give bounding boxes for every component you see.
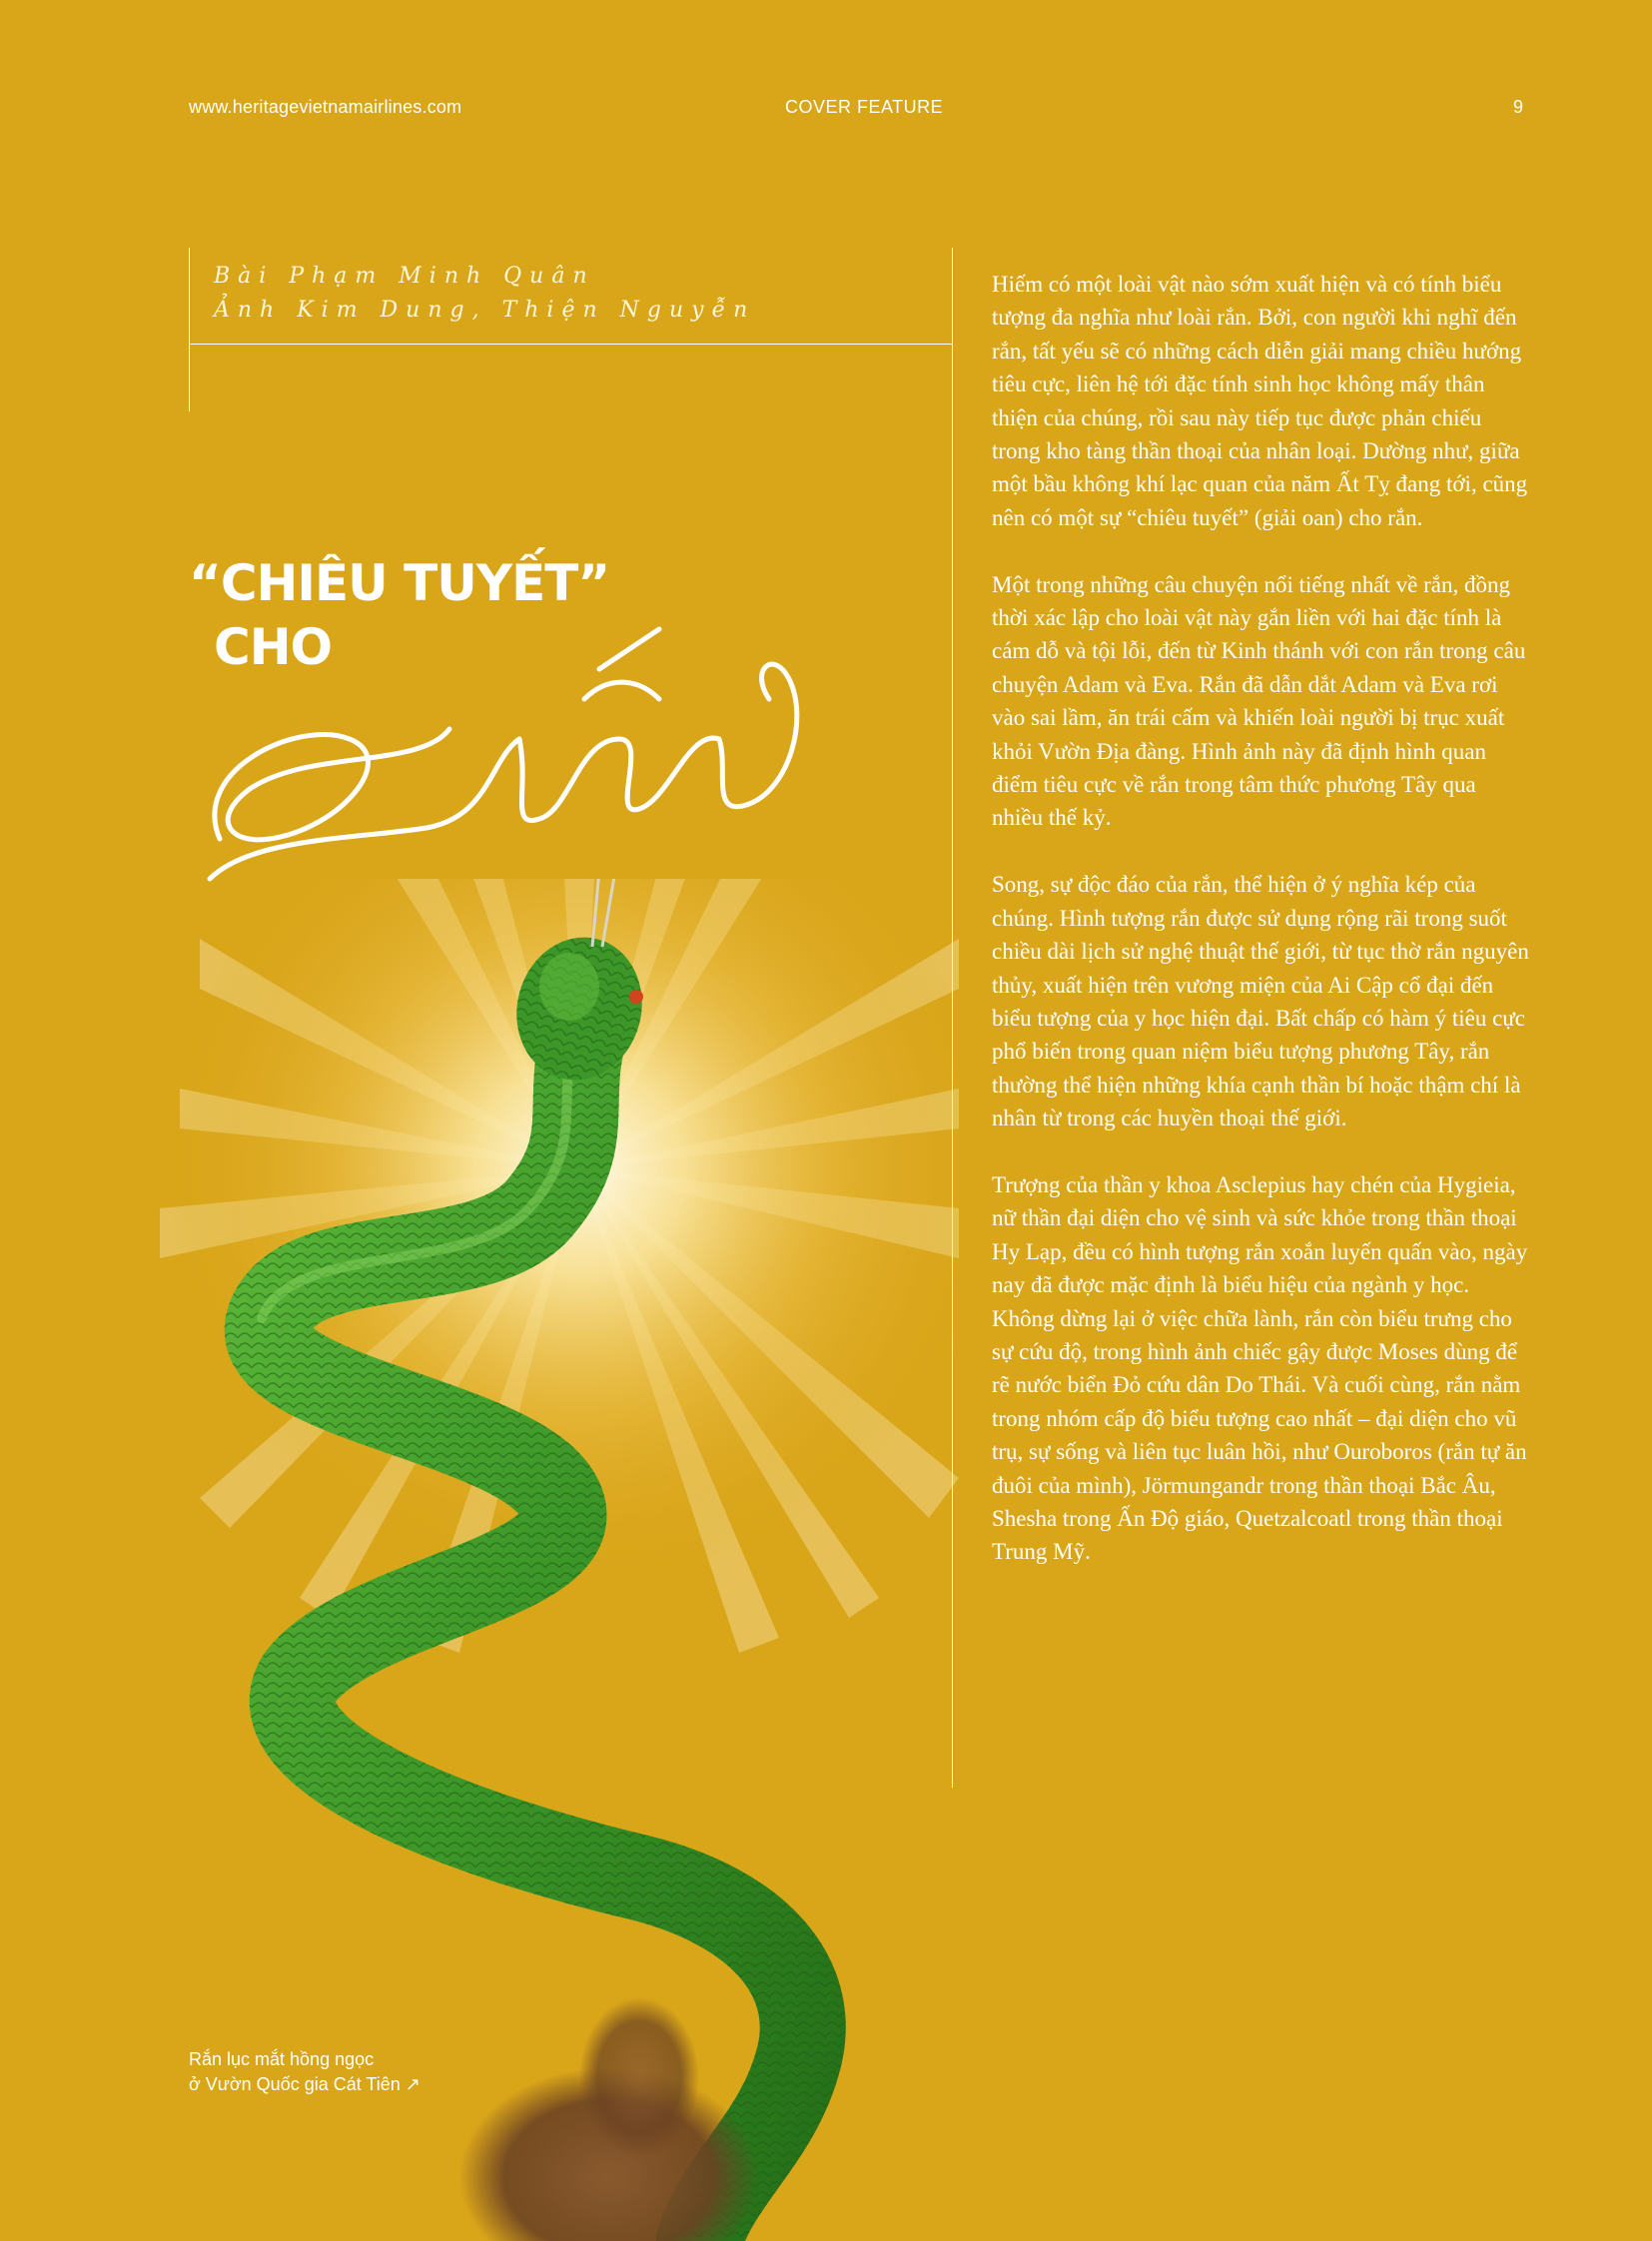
caption-line-2: ở Vườn Quốc gia Cát Tiên	[189, 2074, 401, 2094]
arrow-up-right-icon: ↗	[405, 2074, 420, 2094]
title-line-2: CHO	[214, 618, 333, 676]
site-url[interactable]: www.heritagevietnamairlines.com	[189, 97, 462, 117]
caption-line-2-wrap	[189, 2072, 420, 2097]
article-body	[992, 268, 1531, 1602]
byline-underline	[189, 344, 953, 345]
left-vertical-rule	[189, 248, 190, 411]
paragraph: Trượng của thần y khoa Asclepius hay chén của Hygieia, nữ thần đại diện cho vệ sinh và sức khỏe trong thần thoại Hy Lạp, đều có hình tượng rắn xoắn luyến quấn vào, ngày nay đã được mặc định là biểu hiệu của ngành y học. Không dừng lại ở việc chữa lành, rắn còn biểu trưng cho sự cứu độ, trong hình ảnh chiếc gậy được Moses dùng để rẽ nước biển Đỏ cứu dân Do Thái. Và cuối cùng, rắn nằm trong nhóm cấp độ biểu tượng cao nhất – đại diện cho vũ trụ, sự sống và liên tục luân hồi, như Ouroboros (rắn tự ăn đuôi của mình), Jörmungandr trong thần thoại Bắc Âu, Shesha trong Ấn Độ giáo, Quetzalcoatl trong thần thoại Trung Mỹ.	[992, 1171, 1528, 1565]
byline-photo: Ảnh Kim Dung, Thiện Nguyễn	[214, 298, 756, 323]
photo-caption	[189, 2047, 420, 2097]
page-number: 9	[1513, 97, 1524, 117]
script-title-ran	[190, 589, 889, 909]
snake-eye	[629, 990, 643, 1004]
section-label: COVER FEATURE	[785, 97, 944, 117]
paragraph: Một trong những câu chuyện nổi tiếng nhất về rắn, đồng thời xác lập cho loài vật này gắn liền với hai đặc tính là cám dỗ và tội lỗi, đến từ Kinh thánh với con rắn trong câu chuyện Adam và Eva. Rắn đã dẫn dắt Adam và Eva rơi vào sai lầm, ăn trái cấm và khiến loài người bị trục xuất khỏi Vườn Địa đàng. Hình ảnh này đã định hình quan điểm tiêu cực về rắn trong tâm thức phương Tây qua nhiều thế kỷ.	[992, 571, 1526, 831]
paragraph: Song, sự độc đáo của rắn, thể hiện ở ý nghĩa kép của chúng. Hình tượng rắn được sử dụng rộng rãi trong suốt chiều dài lịch sử nghệ thuật thế giới, từ tục thờ rắn nguyên thủy, xuất hiện trên vương miện của Ai Cập cổ đại đến biểu tượng của y học hiện đại. Bất chấp có hàm ý tiêu cực phổ biến trong quan niệm biểu tượng phương Tây, rắn thường thể hiện những khía cạnh thần bí hoặc thậm chí là nhân từ trong các huyền thoại thế giới.	[992, 872, 1529, 1131]
byline-author: Bài Phạm Minh Quân	[214, 264, 595, 289]
snake-photo	[0, 879, 959, 2241]
title-line-1: “CHIÊU TUYẾT”	[189, 554, 610, 612]
caption-line-1: Rắn lục mắt hồng ngọc	[189, 2049, 375, 2069]
paragraph: Hiếm có một loài vật nào sớm xuất hiện và có tính biểu tượng đa nghĩa như loài rắn. Bởi, con người khi nghĩ đến rắn, tất yếu sẽ có những cách diễn giải mang chiều hướng tiêu cực, liên hệ tới đặc tính sinh học không mấy thân thiện của chúng, rồi sau này tiếp tục được phản chiếu trong kho tàng thần thoại của nhân loại. Dường như, giữa một bầu không khí lạc quan của năm Ất Tỵ đang tới, cũng nên có một sự “chiêu tuyết” (giải oan) cho rắn.	[992, 272, 1528, 530]
